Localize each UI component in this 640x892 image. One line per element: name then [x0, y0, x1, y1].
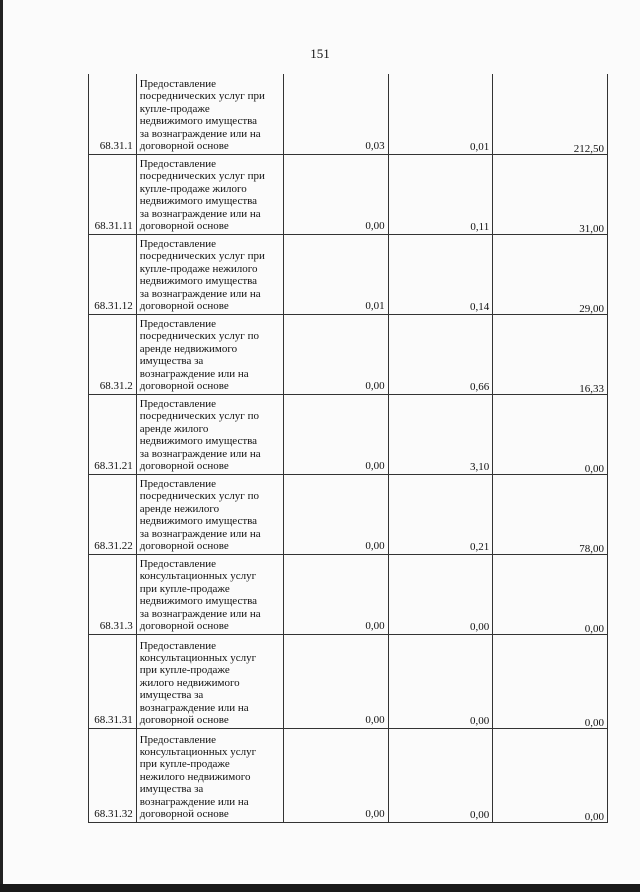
page-number: 151: [310, 46, 330, 61]
scan-edge-left: [0, 0, 3, 892]
row-code: 68.31.31: [89, 634, 137, 728]
table-row: [89, 314, 608, 394]
row-value-3: 212,50: [493, 74, 608, 154]
row-value-3: 0,00: [493, 394, 608, 474]
table-row: [89, 554, 608, 634]
row-description: Предоставление посреднических услуг по аренде нежилого недвижимого имущества за вознаграждение или на договорной основе: [136, 474, 283, 554]
row-code: 68.31.12: [89, 234, 137, 314]
row-value-3: 16,33: [493, 314, 608, 394]
row-value-3: 0,00: [493, 554, 608, 634]
row-code: 68.31.2: [89, 314, 137, 394]
table-row: [89, 74, 608, 154]
row-value-2: 0,00: [388, 634, 493, 728]
row-description: Предоставление консультационных услуг при купле-продаже жилого недвижимого имущества за вознаграждение или на договорной основе: [136, 634, 283, 728]
row-value-2: 0,00: [388, 728, 493, 822]
row-value-1: 0,03: [284, 74, 389, 154]
row-value-2: 0,11: [388, 154, 493, 234]
row-value-2: 0,00: [388, 554, 493, 634]
row-description: Предоставление посреднических услуг по аренде жилого недвижимого имущества за вознаграждение или на договорной основе: [136, 394, 283, 474]
row-code: 68.31.11: [89, 154, 137, 234]
table-row: [89, 234, 608, 314]
row-value-1: 0,00: [284, 314, 389, 394]
row-code: 68.31.22: [89, 474, 137, 554]
table-row: [89, 474, 608, 554]
table-row: [89, 634, 608, 728]
row-value-1: 0,00: [284, 154, 389, 234]
row-value-1: 0,01: [284, 234, 389, 314]
row-code: 68.31.21: [89, 394, 137, 474]
row-value-1: 0,00: [284, 394, 389, 474]
scan-edge-bottom: [0, 884, 640, 892]
row-value-3: 0,00: [493, 728, 608, 822]
row-description: Предоставление посреднических услуг при купле-продаже нежилого недвижимого имущества за вознаграждение или на договорной основе: [136, 234, 283, 314]
row-description: Предоставление посреднических услуг при купле-продаже недвижимого имущества за вознаграждение или на договорной основе: [136, 74, 283, 154]
row-value-3: 29,00: [493, 234, 608, 314]
row-code: 68.31.1: [89, 74, 137, 154]
row-description: Предоставление консультационных услуг при купле-продаже недвижимого имущества за вознаграждение или на договорной основе: [136, 554, 283, 634]
row-value-2: 3,10: [388, 394, 493, 474]
row-code: 68.31.3: [89, 554, 137, 634]
row-value-2: 0,14: [388, 234, 493, 314]
row-value-2: 0,21: [388, 474, 493, 554]
row-value-1: 0,00: [284, 728, 389, 822]
row-value-2: 0,01: [388, 74, 493, 154]
services-table: [88, 74, 608, 823]
row-value-3: 31,00: [493, 154, 608, 234]
row-value-3: 0,00: [493, 634, 608, 728]
row-value-1: 0,00: [284, 554, 389, 634]
table-row: [89, 154, 608, 234]
table-row: [89, 728, 608, 822]
row-value-1: 0,00: [284, 634, 389, 728]
table-row: [89, 394, 608, 474]
row-description: Предоставление консультационных услуг при купле-продаже нежилого недвижимого имущества за вознаграждение или на договорной основе: [136, 728, 283, 822]
row-description: Предоставление посреднических услуг по аренде недвижимого имущества за вознаграждение или на договорной основе: [136, 314, 283, 394]
row-code: 68.31.32: [89, 728, 137, 822]
row-value-2: 0,66: [388, 314, 493, 394]
row-value-3: 78,00: [493, 474, 608, 554]
row-value-1: 0,00: [284, 474, 389, 554]
row-description: Предоставление посреднических услуг при купле-продаже жилого недвижимого имущества за вознаграждение или на договорной основе: [136, 154, 283, 234]
